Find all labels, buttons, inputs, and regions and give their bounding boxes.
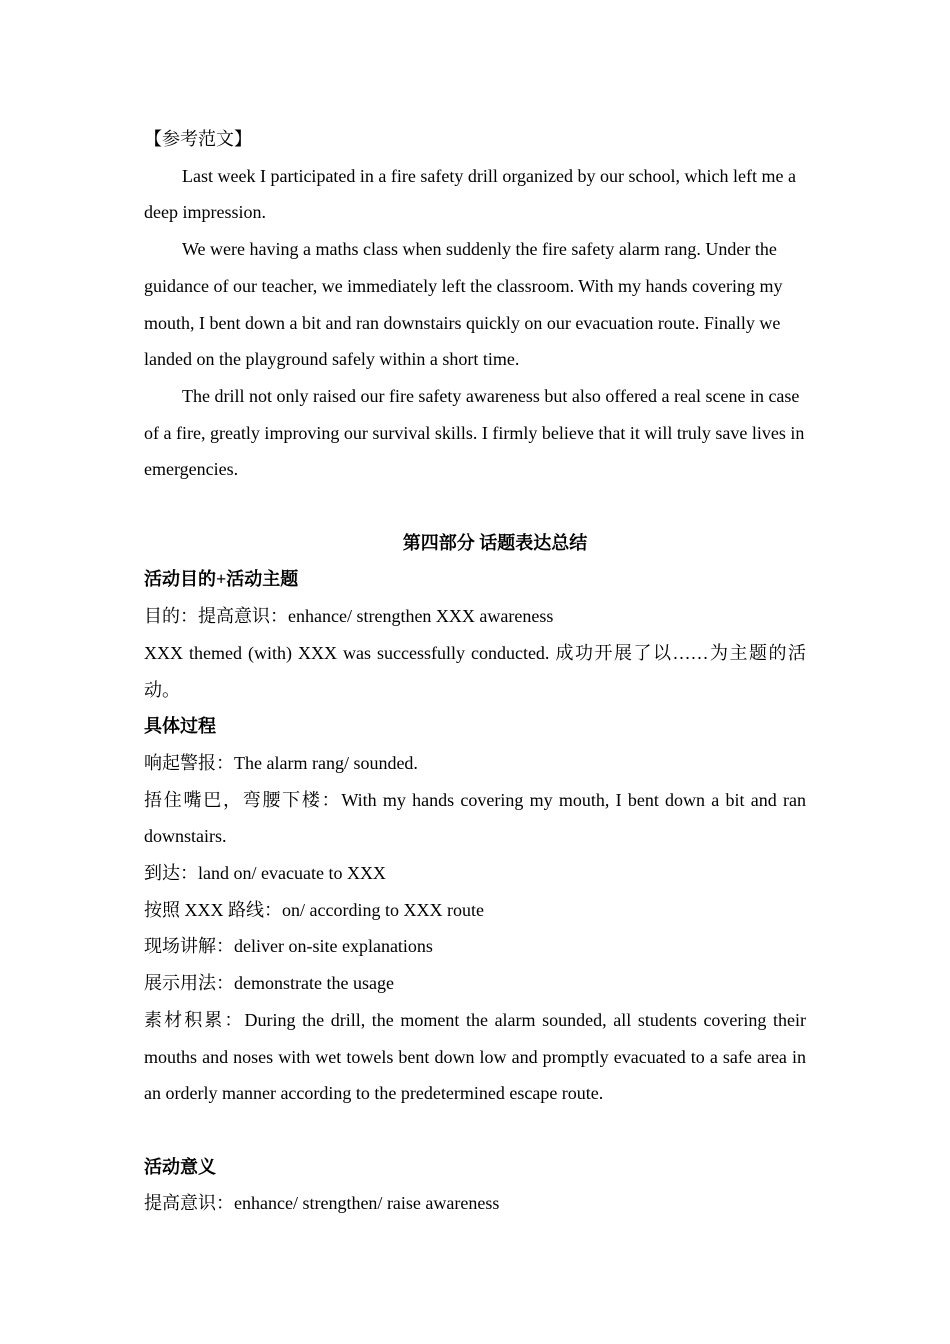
process-item-3: 到达：land on/ evacuate to XXX <box>144 863 386 884</box>
blank-line <box>144 488 806 525</box>
blank-line <box>144 1112 806 1149</box>
process-item-1: 响起警报：The alarm rang/ sounded. <box>144 752 418 773</box>
process-item-6: 展示用法：demonstrate the usage <box>144 973 394 994</box>
process-item-7: 素材积累：During the drill, the moment the alarm sounded, all students covering their mouths and noses with wet towels bent down low and promptly evacuated to a safe area in an orderly manner according to the predetermined escape route. <box>144 1009 806 1104</box>
reference-paragraph-2: We were having a maths class when suddenly the fire safety alarm rang. Under the guidance of our teacher, we immediately left the classroom. With my hands covering my mouth, I bent down a bit and ran downstairs quickly on our evacuation route. Finally we landed on the playground safely within a short time. <box>144 239 783 370</box>
process-item-4: 按照 XXX 路线：on/ according to XXX route <box>144 899 484 920</box>
significance-heading: 活动意义 <box>144 1156 216 1177</box>
purpose-item-1: 目的：提高意识：enhance/ strengthen XXX awareness <box>144 606 554 627</box>
purpose-heading: 活动目的+活动主题 <box>144 569 299 590</box>
reference-paragraph-1: Last week I participated in a fire safety drill organized by our school, which left me a deep impression. <box>144 165 796 223</box>
significance-item-1: 提高意识：enhance/ strengthen/ raise awareness <box>144 1193 500 1214</box>
section-title: 第四部分 话题表达总结 <box>402 532 588 553</box>
document-page <box>144 121 806 1222</box>
purpose-item-2: XXX themed (with) XXX was successfully conducted. 成功开展了以……为主题的活动。 <box>144 642 806 700</box>
reference-heading: 【参考范文】 <box>144 129 252 149</box>
process-heading: 具体过程 <box>144 716 216 737</box>
process-item-2: 捂住嘴巴，弯腰下楼：With my hands covering my mouth, I bent down a bit and ran downstairs. <box>144 789 806 847</box>
process-item-5: 现场讲解：deliver on-site explanations <box>144 936 433 957</box>
reference-paragraph-3: The drill not only raised our fire safety awareness but also offered a real scene in case of a fire, greatly improving our survival skills. I firmly believe that it will truly save lives in emergencies. <box>144 385 805 480</box>
